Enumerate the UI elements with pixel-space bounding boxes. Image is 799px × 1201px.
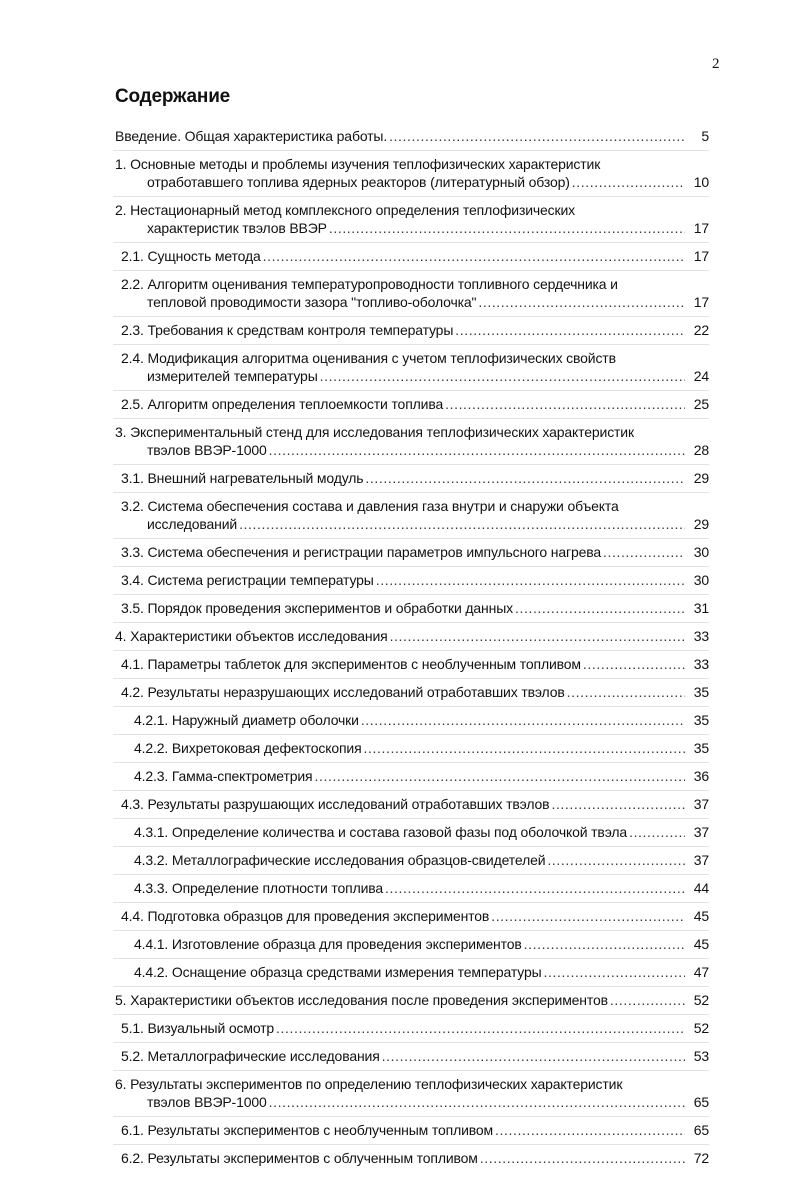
toc-entry[interactable] — [113, 1144, 709, 1172]
dot-leader — [567, 683, 685, 701]
dot-leader — [269, 441, 685, 459]
toc-entry-title-continuation — [115, 441, 709, 459]
toc-entry-title-continuation — [121, 293, 709, 311]
toc-entry-title: 4.4.1. Изготовление образца для проведения экспериментов — [134, 936, 522, 952]
toc-entry-title: отработавшего топлива ядерных реакторов (литературный обзор) — [147, 174, 570, 190]
toc-page-number: 30 — [693, 572, 709, 588]
toc-entry[interactable] — [113, 762, 709, 790]
toc-page-number: 35 — [693, 740, 709, 756]
toc-entry-title-line — [121, 469, 709, 487]
toc-entry[interactable] — [113, 1116, 709, 1144]
toc-entry-title-line — [115, 423, 709, 441]
toc-entry-title-line — [121, 907, 709, 925]
toc-page-number: 29 — [693, 470, 709, 486]
toc-page-number: 35 — [693, 712, 709, 728]
toc-entry-title-line — [134, 963, 709, 981]
toc-page-number: 37 — [693, 824, 709, 840]
toc-entry[interactable] — [113, 930, 709, 958]
dot-leader — [445, 395, 685, 413]
toc-entry-title: 2.4. Модификация алгоритма оценивания с учетом теплофизических свойств — [121, 350, 616, 366]
toc-page-number: 44 — [693, 880, 709, 896]
toc-page-number: 52 — [693, 1020, 709, 1036]
toc-entry-title-line — [121, 1047, 709, 1065]
toc-entry-title: 5.1. Визуальный осмотр — [121, 1020, 275, 1036]
toc-entry-title-continuation — [115, 173, 709, 191]
toc-entry-title: 3. Экспериментальный стенд для исследования теплофизических характеристик — [115, 424, 634, 440]
toc-entry-title-line — [121, 497, 709, 515]
dot-leader — [583, 655, 685, 673]
dot-leader — [263, 247, 685, 265]
toc-page-number: 37 — [693, 796, 709, 812]
dot-leader — [610, 991, 685, 1009]
toc-page-number: 28 — [693, 442, 709, 458]
toc-entry[interactable] — [113, 706, 709, 734]
toc-entry-title: 3.3. Система обеспечения и регистрации параметров импульсного нагрева — [121, 544, 601, 560]
toc-entry-title: 4. Характеристики объектов исследования — [115, 628, 388, 644]
toc-entry[interactable] — [113, 846, 709, 874]
toc-entry-title-line — [121, 683, 709, 701]
toc-entry[interactable] — [113, 344, 709, 390]
toc-entry[interactable] — [113, 986, 709, 1014]
toc-entry-title-line — [121, 275, 709, 293]
toc-entry-title: 5.2. Металлографические исследования — [121, 1048, 380, 1064]
toc-entry-title: твэлов ВВЭР-1000 — [147, 442, 267, 458]
toc-entry-title: 4.3.2. Металлографические исследования образцов-свидетелей — [134, 852, 546, 868]
toc-entry-title-line — [134, 739, 709, 757]
toc-entry[interactable] — [113, 270, 709, 316]
toc-entry[interactable] — [113, 734, 709, 762]
toc-entry[interactable] — [113, 1014, 709, 1042]
toc-entry[interactable] — [113, 958, 709, 986]
toc-entry-title-line — [115, 627, 709, 645]
dot-leader — [239, 515, 685, 533]
table-of-contents — [113, 123, 709, 1172]
toc-entry[interactable] — [113, 316, 709, 344]
toc-entry[interactable] — [113, 594, 709, 622]
toc-entry-title: 6.1. Результаты экспериментов с необлученным топливом — [121, 1122, 493, 1138]
toc-page-number: 22 — [693, 322, 709, 338]
toc-page-number: 33 — [693, 656, 709, 672]
toc-entry[interactable] — [113, 196, 709, 242]
dot-leader — [365, 469, 685, 487]
toc-entry-title: 6.2. Результаты экспериментов с облученным топливом — [121, 1150, 478, 1166]
toc-entry[interactable] — [113, 538, 709, 566]
toc-entry-title-continuation — [121, 367, 709, 385]
toc-page-number: 65 — [693, 1122, 709, 1138]
dot-leader — [364, 739, 685, 757]
toc-entry-title: 2.2. Алгоритм оценивания температуропроводности топливного сердечника и — [121, 276, 618, 292]
dot-leader — [491, 907, 685, 925]
dot-leader — [320, 367, 685, 385]
toc-entry[interactable] — [113, 390, 709, 418]
dot-leader — [572, 173, 685, 191]
toc-entry-title: 1. Основные методы и проблемы изучения теплофизических характеристик — [115, 156, 601, 172]
toc-entry-title: 3.1. Внешний нагревательный модуль — [121, 470, 364, 486]
toc-entry-title-line — [121, 571, 709, 589]
toc-entry-title: 4.1. Параметры таблеток для экспериментов с необлученным топливом — [121, 656, 581, 672]
dot-leader — [544, 963, 685, 981]
toc-entry-title-line — [121, 599, 709, 617]
dot-leader — [361, 711, 685, 729]
toc-page-number: 30 — [693, 544, 709, 560]
toc-entry-title: 4.2. Результаты неразрушающих исследований отработавших твэлов — [121, 684, 565, 700]
dot-leader — [515, 599, 685, 617]
toc-page-number: 65 — [693, 1094, 709, 1110]
toc-entry[interactable] — [113, 1042, 709, 1070]
toc-page-number: 5 — [701, 128, 709, 144]
page-title: Содержание — [115, 86, 231, 107]
dot-leader — [478, 293, 685, 311]
toc-entry[interactable] — [113, 622, 709, 650]
toc-entry-title-line — [121, 321, 709, 339]
toc-entry-title-line — [121, 543, 709, 561]
toc-entry-title: 4.4.2. Оснащение образца средствами измерения температуры — [134, 964, 542, 980]
dot-leader — [603, 543, 685, 561]
toc-entry-title-line — [121, 795, 709, 813]
toc-page-number: 45 — [693, 908, 709, 924]
toc-page-number: 24 — [693, 368, 709, 384]
toc-entry-title: 4.3.3. Определение плотности топлива — [134, 880, 384, 896]
toc-entry[interactable] — [113, 678, 709, 706]
toc-entry[interactable] — [113, 1070, 709, 1116]
toc-entry-title-line — [115, 127, 709, 145]
toc-entry-title-line — [121, 349, 709, 367]
toc-entry-title: 4.2.2. Вихретоковая дефектоскопия — [134, 740, 362, 756]
toc-entry-title-line — [121, 247, 709, 265]
toc-page-number: 47 — [693, 964, 709, 980]
toc-entry-title: исследований — [147, 516, 238, 532]
toc-entry-title-line — [115, 201, 709, 219]
toc-entry[interactable] — [113, 242, 709, 270]
toc-entry[interactable] — [113, 150, 709, 196]
toc-entry-title: 4.2.1. Наружный диаметр оболочки — [134, 712, 359, 728]
toc-entry-title-line — [134, 851, 709, 869]
toc-entry-title: 3.5. Порядок проведения экспериментов и обработки данных — [121, 600, 513, 616]
dot-leader — [551, 795, 685, 813]
toc-entry-title-line — [121, 1149, 709, 1167]
toc-entry[interactable] — [113, 650, 709, 678]
toc-page-number: 35 — [693, 684, 709, 700]
dot-leader — [329, 219, 685, 237]
toc-entry-title: 4.3. Результаты разрушающих исследований отработавших твэлов — [121, 796, 550, 812]
toc-page-number: 17 — [693, 220, 709, 236]
dot-leader — [389, 127, 685, 145]
toc-page-number: 25 — [693, 396, 709, 412]
toc-entry-title: 3.2. Система обеспечения состава и давления газа внутри и снаружи объекта — [121, 498, 619, 514]
toc-entry-title-line — [121, 395, 709, 413]
toc-entry[interactable] — [113, 566, 709, 594]
toc-page-number: 17 — [693, 248, 709, 264]
toc-entry-title: 2.1. Сущность метода — [121, 248, 261, 264]
dot-leader — [382, 1047, 685, 1065]
toc-entry-title-line — [115, 1075, 709, 1093]
toc-page-number: 72 — [693, 1150, 709, 1166]
dot-leader — [524, 935, 685, 953]
dot-leader — [385, 879, 685, 897]
toc-entry-title: Введение. Общая характеристика работы. — [115, 128, 388, 144]
toc-entry[interactable] — [113, 492, 709, 538]
toc-page-number: 10 — [693, 174, 709, 190]
toc-entry[interactable] — [113, 464, 709, 492]
toc-page-number: 33 — [693, 628, 709, 644]
dot-leader — [276, 1019, 685, 1037]
dot-leader — [455, 321, 685, 339]
toc-entry-title-line — [134, 823, 709, 841]
toc-entry-title-continuation — [115, 219, 709, 237]
toc-entry-title: 2. Нестационарный метод комплексного определения теплофизических — [115, 202, 576, 218]
toc-page-number: 45 — [693, 936, 709, 952]
toc-entry-title: 4.3.1. Определение количества и состава газовой фазы под оболочкой твэла — [134, 824, 628, 840]
toc-page-number: 29 — [693, 516, 709, 532]
toc-entry-title-line — [115, 991, 709, 1009]
toc-page-number: 36 — [693, 768, 709, 784]
toc-entry-title: твэлов ВВЭР-1000 — [147, 1094, 267, 1110]
toc-entry-title-line — [134, 767, 709, 785]
toc-entry[interactable] — [113, 418, 709, 464]
dot-leader — [314, 767, 685, 785]
toc-page-number: 31 — [693, 600, 709, 616]
dot-leader — [480, 1149, 685, 1167]
toc-entry[interactable] — [113, 790, 709, 818]
toc-entry-title: 2.5. Алгоритм определения теплоемкости топлива — [121, 396, 444, 412]
toc-entry[interactable] — [113, 902, 709, 930]
dot-leader — [547, 851, 685, 869]
dot-leader — [269, 1093, 685, 1111]
toc-entry-title: тепловой проводимости зазора "топливо-оболочка" — [147, 294, 477, 310]
toc-entry-title-line — [134, 711, 709, 729]
toc-page-number: 52 — [693, 992, 709, 1008]
toc-entry-title-line — [121, 1019, 709, 1037]
toc-entry-title: измерителей температуры — [147, 368, 318, 384]
toc-entry-title: 4.2.3. Гамма-спектрометрия — [134, 768, 313, 784]
dot-leader — [629, 823, 685, 841]
toc-page-number: 17 — [693, 294, 709, 310]
dot-leader — [390, 627, 685, 645]
dot-leader — [495, 1121, 685, 1139]
toc-entry-title: 3.4. Система регистрации температуры — [121, 572, 374, 588]
toc-entry-title-line — [134, 879, 709, 897]
toc-entry-title-continuation — [121, 515, 709, 533]
toc-entry-title: 5. Характеристики объектов исследования после проведения экспериментов — [115, 992, 608, 1008]
toc-page-number: 53 — [693, 1048, 709, 1064]
toc-entry-title: характеристик твэлов ВВЭР — [147, 220, 327, 236]
dot-leader — [376, 571, 685, 589]
toc-entry-title-continuation — [115, 1093, 709, 1111]
toc-entry-title-line — [121, 1121, 709, 1139]
page-number: 2 — [712, 56, 720, 72]
toc-entry[interactable] — [113, 123, 709, 150]
toc-entry-title: 6. Результаты экспериментов по определению теплофизических характеристик — [115, 1076, 623, 1092]
toc-page-number: 37 — [693, 852, 709, 868]
toc-entry-title-line — [134, 935, 709, 953]
toc-entry[interactable] — [113, 874, 709, 902]
toc-entry[interactable] — [113, 818, 709, 846]
toc-entry-title: 2.3. Требования к средствам контроля температуры — [121, 322, 454, 338]
toc-entry-title-line — [115, 155, 709, 173]
toc-entry-title: 4.4. Подготовка образцов для проведения экспериментов — [121, 908, 490, 924]
toc-entry-title-line — [121, 655, 709, 673]
